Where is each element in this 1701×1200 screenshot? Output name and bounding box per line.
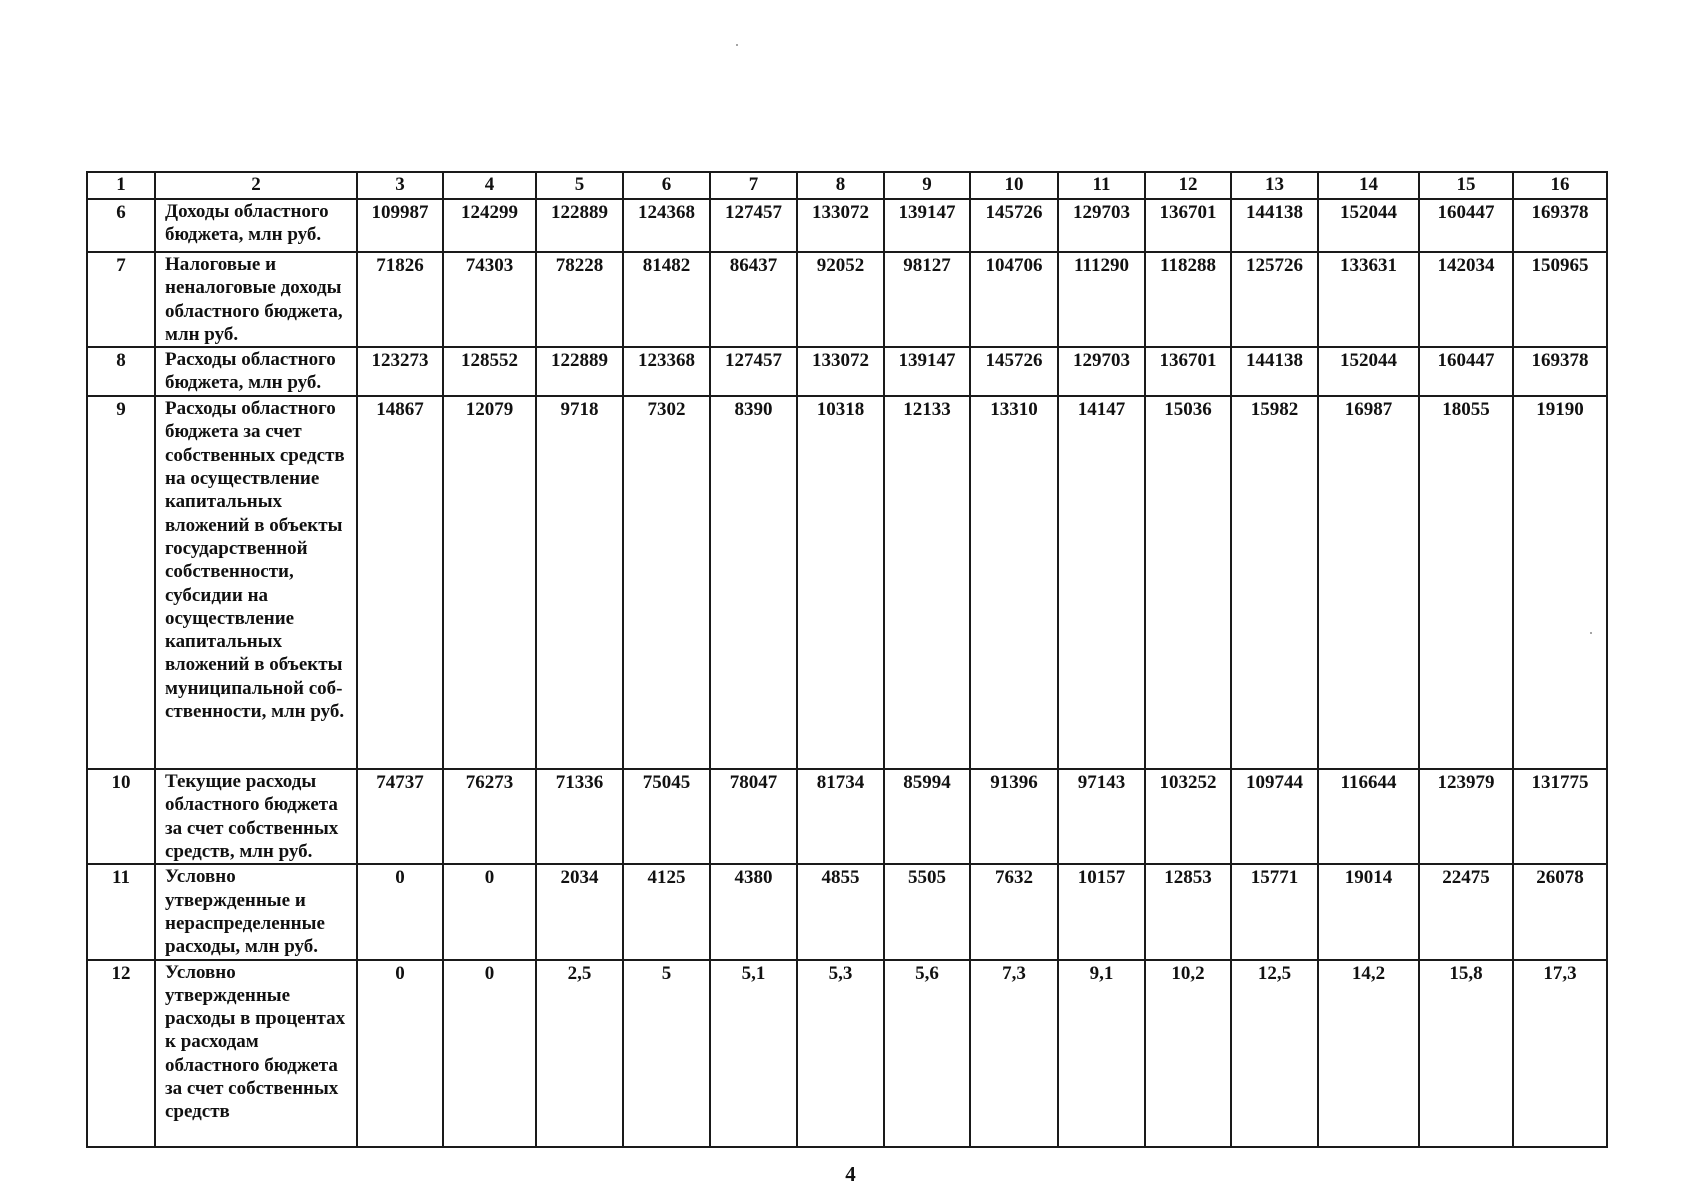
value-cell: 19190 <box>1513 396 1607 769</box>
value-cell: 152044 <box>1318 347 1419 396</box>
value-cell: 136701 <box>1145 347 1231 396</box>
value-cell: 4125 <box>623 864 710 959</box>
value-cell: 86437 <box>710 252 797 347</box>
value-cell: 0 <box>357 864 443 959</box>
header-cell: 10 <box>970 172 1058 199</box>
row-number-cell: 10 <box>87 769 155 864</box>
budget-indicators-table <box>86 171 1608 1148</box>
value-cell: 133072 <box>797 199 884 252</box>
value-cell: 5505 <box>884 864 970 959</box>
value-cell: 127457 <box>710 199 797 252</box>
value-cell: 26078 <box>1513 864 1607 959</box>
value-cell: 150965 <box>1513 252 1607 347</box>
indicator-label-cell: Условно утвержденные и нераспределенные расходы, млн руб. <box>155 864 357 959</box>
value-cell: 22475 <box>1419 864 1513 959</box>
value-cell: 123368 <box>623 347 710 396</box>
value-cell: 13310 <box>970 396 1058 769</box>
value-cell: 139147 <box>884 199 970 252</box>
table-row <box>87 769 1607 864</box>
value-cell: 169378 <box>1513 347 1607 396</box>
value-cell: 81482 <box>623 252 710 347</box>
page-number: 4 <box>845 1162 856 1186</box>
value-cell: 74737 <box>357 769 443 864</box>
value-cell: 15,8 <box>1419 960 1513 1147</box>
value-cell: 131775 <box>1513 769 1607 864</box>
value-cell: 133631 <box>1318 252 1419 347</box>
value-cell: 142034 <box>1419 252 1513 347</box>
value-cell: 7,3 <box>970 960 1058 1147</box>
header-cell: 13 <box>1231 172 1318 199</box>
value-cell: 19014 <box>1318 864 1419 959</box>
value-cell: 152044 <box>1318 199 1419 252</box>
table-row <box>87 396 1607 769</box>
value-cell: 9718 <box>536 396 623 769</box>
value-cell: 71336 <box>536 769 623 864</box>
row-number-cell: 6 <box>87 199 155 252</box>
row-number-cell: 8 <box>87 347 155 396</box>
value-cell: 78228 <box>536 252 623 347</box>
value-cell: 75045 <box>623 769 710 864</box>
value-cell: 7632 <box>970 864 1058 959</box>
value-cell: 145726 <box>970 199 1058 252</box>
scan-speck <box>736 44 738 46</box>
value-cell: 127457 <box>710 347 797 396</box>
value-cell: 16987 <box>1318 396 1419 769</box>
value-cell: 139147 <box>884 347 970 396</box>
header-cell: 11 <box>1058 172 1145 199</box>
indicator-label-cell: Текущие расходы областного бюджета за счет собственных средств, млн руб. <box>155 769 357 864</box>
header-cell: 6 <box>623 172 710 199</box>
value-cell: 91396 <box>970 769 1058 864</box>
value-cell: 109987 <box>357 199 443 252</box>
header-cell: 2 <box>155 172 357 199</box>
value-cell: 123273 <box>357 347 443 396</box>
table-body <box>87 172 1607 1147</box>
row-number-cell: 7 <box>87 252 155 347</box>
header-cell: 9 <box>884 172 970 199</box>
value-cell: 12,5 <box>1231 960 1318 1147</box>
table-row <box>87 960 1607 1147</box>
header-cell: 4 <box>443 172 536 199</box>
value-cell: 122889 <box>536 199 623 252</box>
value-cell: 125726 <box>1231 252 1318 347</box>
header-cell: 16 <box>1513 172 1607 199</box>
value-cell: 76273 <box>443 769 536 864</box>
value-cell: 145726 <box>970 347 1058 396</box>
value-cell: 0 <box>443 960 536 1147</box>
value-cell: 8390 <box>710 396 797 769</box>
value-cell: 124368 <box>623 199 710 252</box>
value-cell: 2,5 <box>536 960 623 1147</box>
value-cell: 10157 <box>1058 864 1145 959</box>
table-row <box>87 199 1607 252</box>
value-cell: 7302 <box>623 396 710 769</box>
value-cell: 97143 <box>1058 769 1145 864</box>
header-cell: 3 <box>357 172 443 199</box>
header-cell: 15 <box>1419 172 1513 199</box>
value-cell: 4380 <box>710 864 797 959</box>
indicator-label-cell: Расходы областного бюджета за счет собственных средств на осуществление капитальных вложений в объекты государственной собственности, субсидии на осуществление капитальных вложений в объекты муниципальной собственности, млн руб. <box>155 396 357 769</box>
header-cell: 12 <box>1145 172 1231 199</box>
value-cell: 17,3 <box>1513 960 1607 1147</box>
value-cell: 129703 <box>1058 347 1145 396</box>
value-cell: 15982 <box>1231 396 1318 769</box>
value-cell: 5 <box>623 960 710 1147</box>
value-cell: 2034 <box>536 864 623 959</box>
row-number-cell: 12 <box>87 960 155 1147</box>
value-cell: 12133 <box>884 396 970 769</box>
value-cell: 122889 <box>536 347 623 396</box>
value-cell: 111290 <box>1058 252 1145 347</box>
value-cell: 160447 <box>1419 199 1513 252</box>
value-cell: 10318 <box>797 396 884 769</box>
value-cell: 71826 <box>357 252 443 347</box>
header-cell: 5 <box>536 172 623 199</box>
row-number-cell: 9 <box>87 396 155 769</box>
value-cell: 10,2 <box>1145 960 1231 1147</box>
value-cell: 109744 <box>1231 769 1318 864</box>
value-cell: 129703 <box>1058 199 1145 252</box>
value-cell: 104706 <box>970 252 1058 347</box>
indicator-label-cell: Расходы областного бюджета, млн руб. <box>155 347 357 396</box>
header-cell: 7 <box>710 172 797 199</box>
table-row <box>87 347 1607 396</box>
value-cell: 133072 <box>797 347 884 396</box>
scan-speck <box>1590 632 1592 634</box>
value-cell: 144138 <box>1231 347 1318 396</box>
value-cell: 15036 <box>1145 396 1231 769</box>
row-number-cell: 11 <box>87 864 155 959</box>
value-cell: 14,2 <box>1318 960 1419 1147</box>
value-cell: 78047 <box>710 769 797 864</box>
value-cell: 128552 <box>443 347 536 396</box>
value-cell: 169378 <box>1513 199 1607 252</box>
value-cell: 5,1 <box>710 960 797 1147</box>
value-cell: 5,3 <box>797 960 884 1147</box>
value-cell: 14147 <box>1058 396 1145 769</box>
header-cell: 14 <box>1318 172 1419 199</box>
indicator-label-cell: Налоговые и неналоговые доходы областного бюджета, млн руб. <box>155 252 357 347</box>
indicator-label-cell: Условно утвержденные расходы в процентах к расходам областного бюджета за счет собственных средств <box>155 960 357 1147</box>
value-cell: 144138 <box>1231 199 1318 252</box>
value-cell: 12079 <box>443 396 536 769</box>
value-cell: 123979 <box>1419 769 1513 864</box>
table-row <box>87 864 1607 959</box>
value-cell: 9,1 <box>1058 960 1145 1147</box>
value-cell: 85994 <box>884 769 970 864</box>
value-cell: 15771 <box>1231 864 1318 959</box>
value-cell: 103252 <box>1145 769 1231 864</box>
value-cell: 116644 <box>1318 769 1419 864</box>
header-cell: 8 <box>797 172 884 199</box>
value-cell: 74303 <box>443 252 536 347</box>
value-cell: 0 <box>357 960 443 1147</box>
value-cell: 98127 <box>884 252 970 347</box>
value-cell: 18055 <box>1419 396 1513 769</box>
value-cell: 4855 <box>797 864 884 959</box>
value-cell: 5,6 <box>884 960 970 1147</box>
value-cell: 12853 <box>1145 864 1231 959</box>
value-cell: 81734 <box>797 769 884 864</box>
value-cell: 136701 <box>1145 199 1231 252</box>
indicator-label-cell: Доходы областного бюджета, млн руб. <box>155 199 357 252</box>
column-number-header-row <box>87 172 1607 199</box>
value-cell: 124299 <box>443 199 536 252</box>
table-row <box>87 252 1607 347</box>
header-cell: 1 <box>87 172 155 199</box>
value-cell: 14867 <box>357 396 443 769</box>
value-cell: 118288 <box>1145 252 1231 347</box>
value-cell: 92052 <box>797 252 884 347</box>
value-cell: 160447 <box>1419 347 1513 396</box>
value-cell: 0 <box>443 864 536 959</box>
